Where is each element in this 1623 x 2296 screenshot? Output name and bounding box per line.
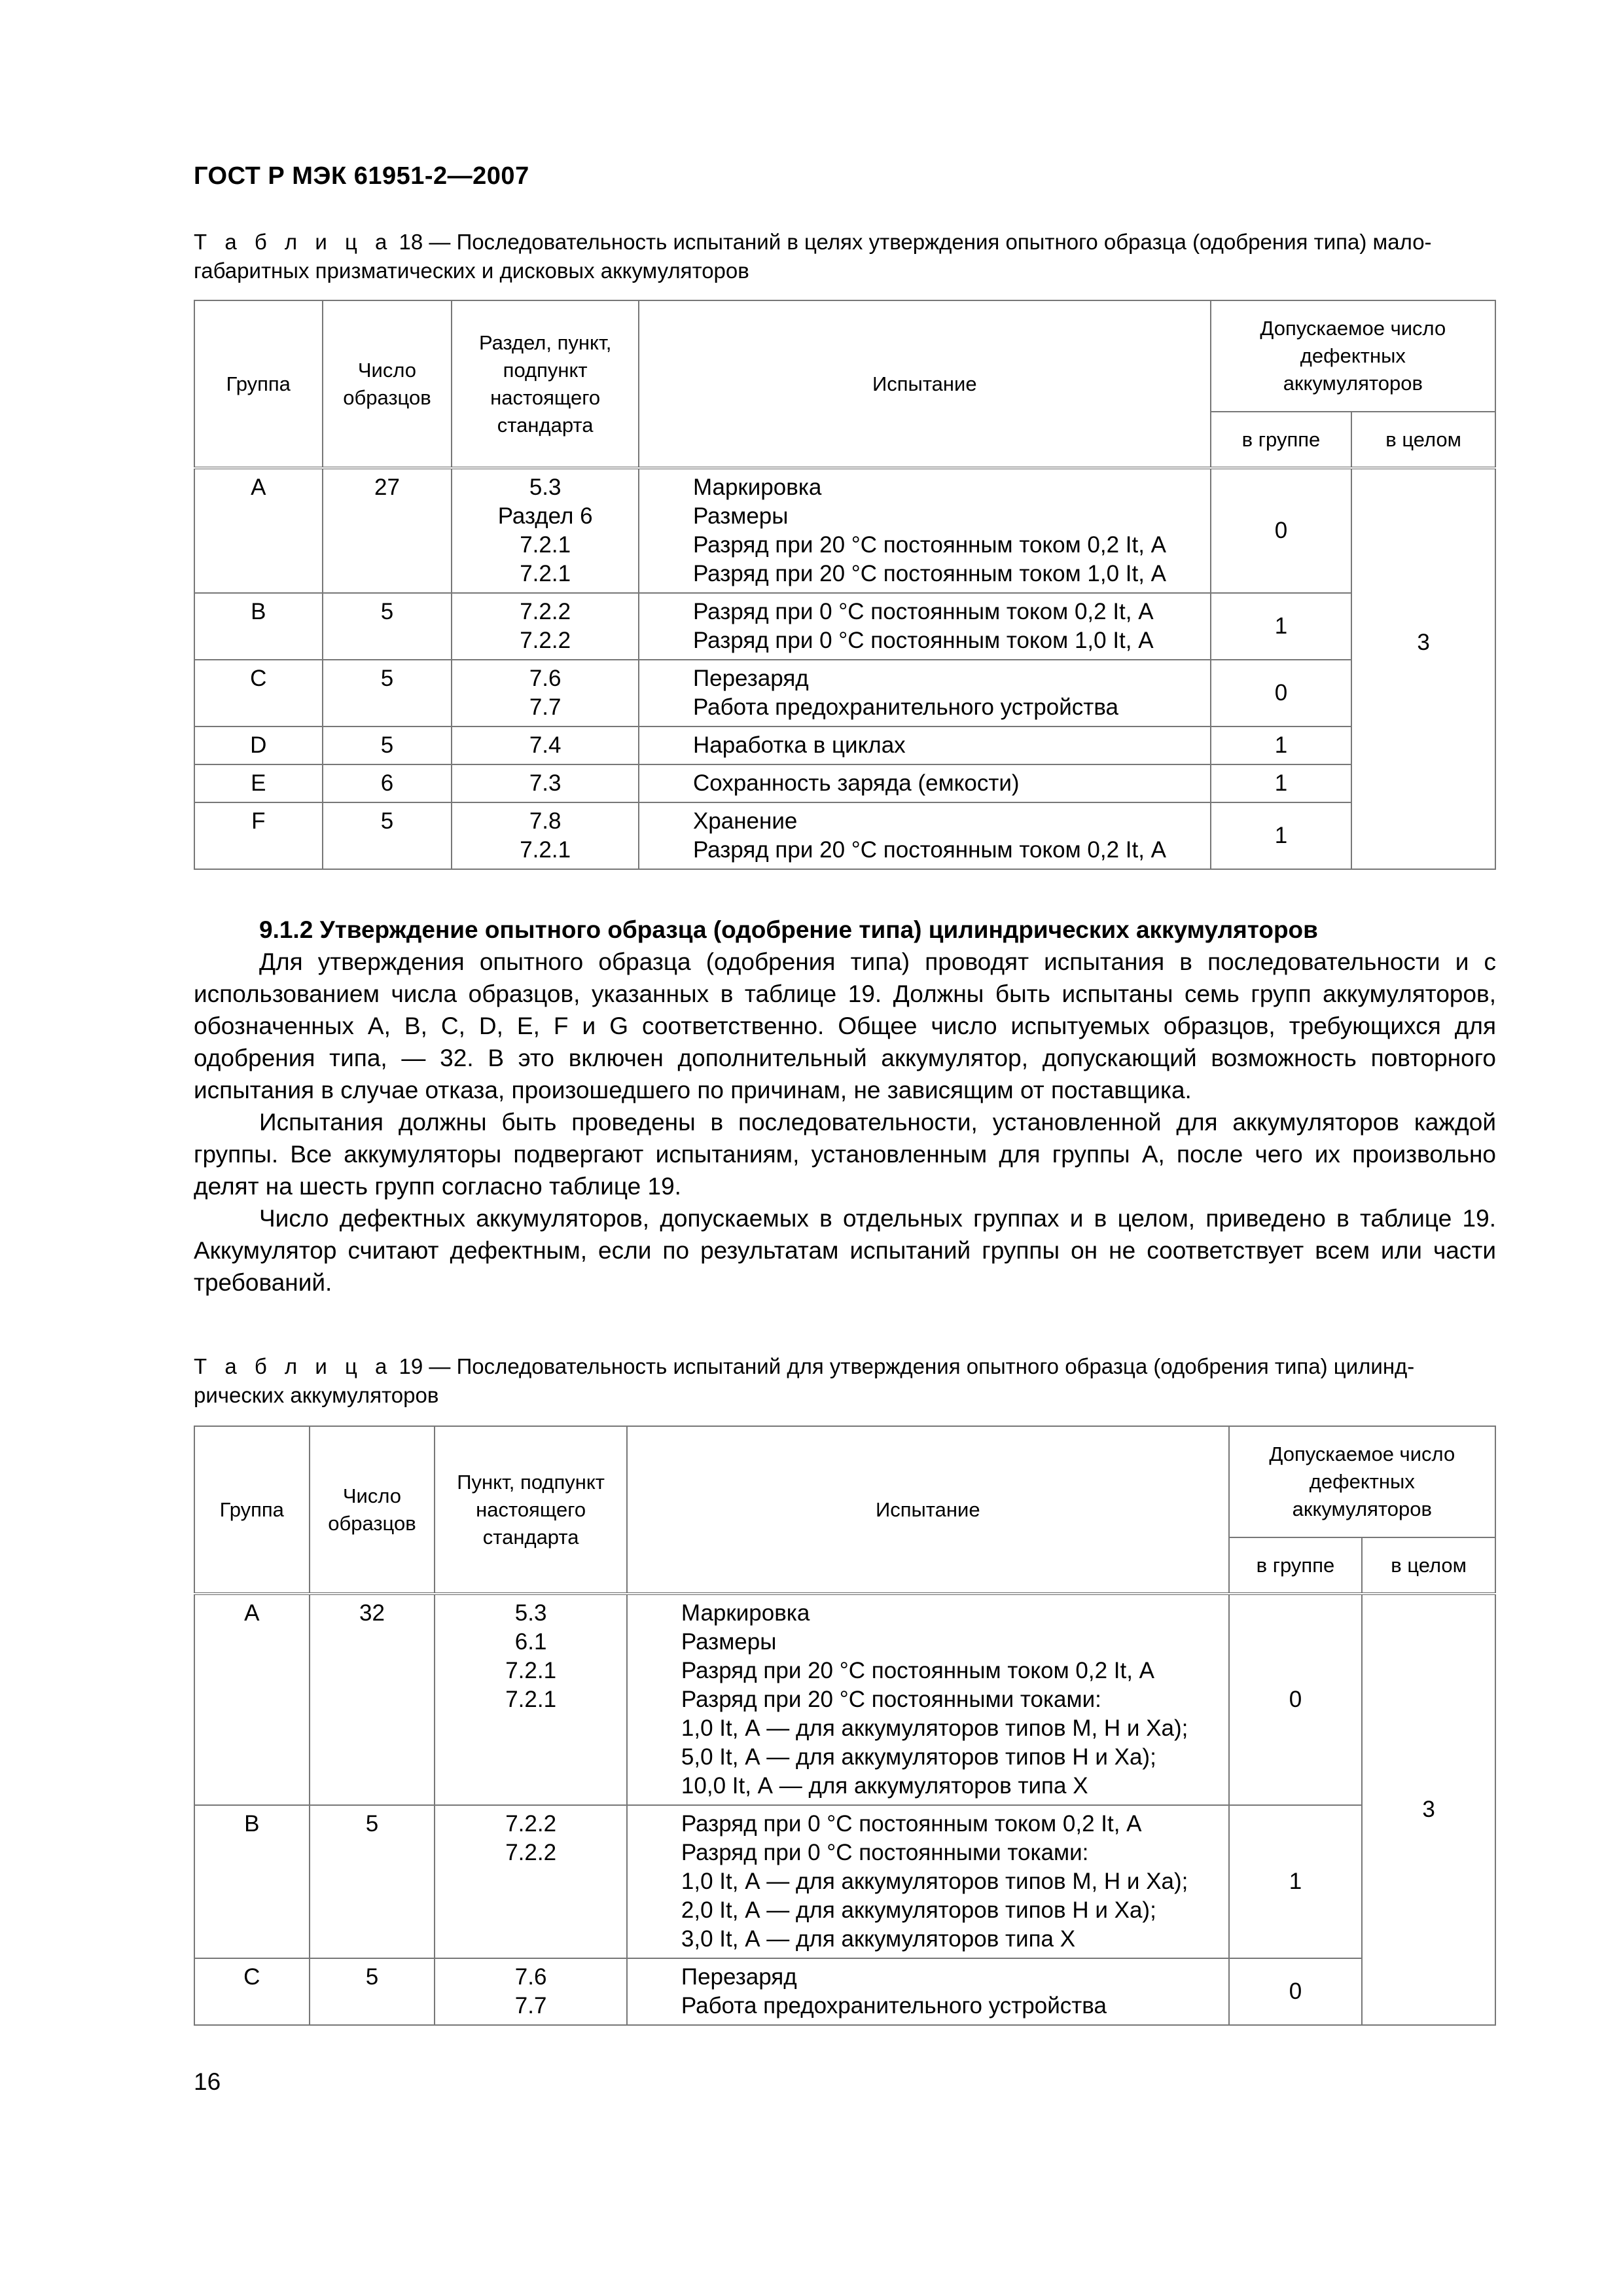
caption-line1: 18 — Последовательность испытаний в целях утверждения опытного образца (одобрения типа) мало- <box>393 230 1432 254</box>
section-ref: 7.8 <box>529 808 562 834</box>
cell-in-group: 1 <box>1211 764 1352 802</box>
cell-sections <box>435 1958 627 2025</box>
caption-line2: габаритных призматических и дисковых аккумуляторов <box>194 259 749 283</box>
cell-samples: 5 <box>323 593 452 660</box>
cell-in-group: 1 <box>1211 593 1352 660</box>
column-header-section: Раздел, пункт, подпункт настоящего стандарта <box>452 300 639 468</box>
table-row <box>194 802 1495 869</box>
section-ref: 6.1 <box>514 1629 547 1655</box>
cell-sections <box>452 593 639 660</box>
test-line: Маркировка <box>681 1600 810 1626</box>
test-line: Перезаряд <box>692 666 809 691</box>
paragraph: Число дефектных аккумуляторов, допускаемых в отдельных группах и в целом, приведено в таблице 19. Аккумулятор считают дефектным, если по результатам испытаний группы он не соответствует всем или части требований. <box>194 1205 1496 1296</box>
cell-in-group: 1 <box>1211 802 1352 869</box>
table-19 <box>194 1426 1496 2026</box>
test-line: Размеры <box>692 503 789 529</box>
section-ref: 7.2.2 <box>520 628 571 653</box>
section-ref: 7.2.1 <box>505 1687 557 1712</box>
cell-samples: 32 <box>310 1594 435 1805</box>
cell-tests <box>639 726 1211 764</box>
cell-samples: 5 <box>323 802 452 869</box>
test-line: 2,0 It, А — для аккумуляторов типов H и Xa); <box>681 1897 1156 1923</box>
section-ref: 5.3 <box>529 475 562 500</box>
cell-samples: 27 <box>323 468 452 593</box>
test-line: Разряд при 0 °С постоянным током 0,2 It, А <box>681 1811 1142 1837</box>
cell-samples: 5 <box>323 726 452 764</box>
test-line: Разряд при 20 °С постоянным током 0,2 It, А <box>681 1658 1154 1683</box>
test-line: Размеры <box>681 1629 777 1655</box>
column-header-samples: Число образцов <box>323 300 452 468</box>
test-line: Работа предохранительного устройства <box>692 694 1118 720</box>
caption-line1: 19 — Последовательность испытаний для утверждения опытного образца (одобрения типа) цилинд- <box>393 1354 1415 1378</box>
section-ref: 7.6 <box>529 666 562 691</box>
section-ref: 7.3 <box>529 770 562 796</box>
section-ref: 7.2.2 <box>505 1811 557 1837</box>
test-line: Разряд при 0 °С постоянными токами: <box>681 1840 1089 1865</box>
document-header: ГОСТ Р МЭК 61951-2—2007 <box>194 162 529 190</box>
test-line: Разряд при 20 °С постоянными токами: <box>681 1687 1101 1712</box>
cell-total: 3 <box>1362 1594 1495 2025</box>
column-header-group: Группа <box>194 1426 310 1594</box>
cell-sections <box>452 726 639 764</box>
cell-tests <box>627 1805 1229 1958</box>
cell-group: B <box>194 593 323 660</box>
section-ref: 7.2.2 <box>505 1840 557 1865</box>
test-line: 3,0 It, А — для аккумуляторов типа X <box>681 1926 1076 1952</box>
column-header-test: Испытание <box>639 300 1211 468</box>
caption-prefix: Т а б л и ц а <box>194 230 393 254</box>
cell-sections <box>435 1594 627 1805</box>
cell-in-group: 1 <box>1211 726 1352 764</box>
section-title: 9.1.2 Утверждение опытного образца (одобрение типа) цилиндрических аккумуляторов <box>259 916 1318 943</box>
cell-in-group: 1 <box>1229 1805 1363 1958</box>
test-line: 1,0 It, А — для аккумуляторов типов M, H и Xa); <box>681 1869 1188 1894</box>
table-row <box>194 1958 1495 2025</box>
test-line: Разряд при 0 °С постоянным током 1,0 It, А <box>692 628 1154 653</box>
table-row <box>194 660 1495 726</box>
test-line: Перезаряд <box>681 1964 797 1990</box>
section-ref: 7.7 <box>514 1993 547 2018</box>
test-line: 1,0 It, А — для аккумуляторов типов M, H и Xa); <box>681 1715 1188 1741</box>
section-ref: 5.3 <box>514 1600 547 1626</box>
cell-sections <box>452 802 639 869</box>
cell-in-group: 0 <box>1229 1594 1363 1805</box>
test-line: Разряд при 20 °С постоянным током 0,2 It, А <box>692 532 1167 558</box>
table-18 <box>194 300 1496 870</box>
cell-group: C <box>194 1958 310 2025</box>
column-header-total: в целом <box>1362 1537 1495 1594</box>
cell-tests <box>639 468 1211 593</box>
page-number: 16 <box>194 2068 221 2095</box>
cell-tests <box>639 660 1211 726</box>
column-header-samples: Число образцов <box>310 1426 435 1594</box>
test-line: Разряд при 0 °С постоянным током 0,2 It, А <box>692 599 1154 624</box>
cell-samples: 5 <box>310 1958 435 2025</box>
cell-in-group: 0 <box>1211 660 1352 726</box>
section-ref: 7.2.1 <box>520 837 571 863</box>
caption-prefix: Т а б л и ц а <box>194 1354 393 1378</box>
paragraph: Для утверждения опытного образца (одобрения типа) проводят испытания в последовательности и с использованием числа образцов, указанных в таблице 19. Должны быть испытаны семь групп аккумуляторов, обозначенных A, B, C, D, E, F и G соответственно. Общее число испытуемых образцов, требующихся для одобрения типа, — 32. В это включен дополнительный аккумулятор, допускающий возможность повторного испытания в случае отказа, произошедшего по причинам, не зависящим от поставщика. <box>194 948 1496 1103</box>
test-line: Сохранность заряда (емкости) <box>692 770 1020 796</box>
cell-sections <box>435 1805 627 1958</box>
cell-tests <box>627 1594 1229 1805</box>
section-ref: 7.2.1 <box>505 1658 557 1683</box>
test-line: Маркировка <box>692 475 822 500</box>
cell-samples: 6 <box>323 764 452 802</box>
test-line: Разряд при 20 °С постоянным током 1,0 It, А <box>692 561 1167 586</box>
column-header-in-group: в группе <box>1229 1537 1363 1594</box>
column-header-in-group: в группе <box>1211 412 1352 468</box>
cell-sections <box>452 660 639 726</box>
cell-in-group: 0 <box>1211 468 1352 593</box>
cell-tests <box>627 1958 1229 2025</box>
cell-group: F <box>194 802 323 869</box>
cell-tests <box>639 593 1211 660</box>
cell-group: B <box>194 1805 310 1958</box>
cell-group: D <box>194 726 323 764</box>
cell-samples: 5 <box>310 1805 435 1958</box>
test-line: 5,0 It, А — для аккумуляторов типов H и Xa); <box>681 1744 1156 1770</box>
column-header-test: Испытание <box>627 1426 1229 1594</box>
cell-samples: 5 <box>323 660 452 726</box>
section-9-1-2 <box>194 914 1496 1299</box>
table19-caption <box>194 1352 1496 1410</box>
column-header-total: в целом <box>1351 412 1495 468</box>
table-row <box>194 1805 1495 1958</box>
cell-group: А <box>194 1594 310 1805</box>
section-ref: 7.6 <box>514 1964 547 1990</box>
table-row <box>194 468 1495 593</box>
table18-caption <box>194 228 1496 285</box>
table-row <box>194 726 1495 764</box>
cell-sections <box>452 764 639 802</box>
column-header-section: Пункт, подпункт настоящего стандарта <box>435 1426 627 1594</box>
caption-line2: рических аккумуляторов <box>194 1383 439 1407</box>
cell-total: 3 <box>1351 468 1495 869</box>
test-line: 10,0 It, А — для аккумуляторов типа X <box>681 1773 1088 1799</box>
test-line: Работа предохранительного устройства <box>681 1993 1107 2018</box>
paragraph: Испытания должны быть проведены в последовательности, установленной для аккумуляторов каждой группы. Все аккумуляторы подвергают испытаниям, установленным для группы А, после чего их произвольно делят на шесть групп согласно таблице 19. <box>194 1109 1496 1200</box>
cell-sections <box>452 468 639 593</box>
cell-in-group: 0 <box>1229 1958 1363 2025</box>
column-header-allowed: Допускаемое число дефектных аккумуляторов <box>1229 1426 1495 1537</box>
section-ref: 7.2.1 <box>520 532 571 558</box>
test-line: Хранение <box>692 808 798 834</box>
section-ref: 7.4 <box>529 732 562 758</box>
table-row <box>194 1594 1495 1805</box>
table-row <box>194 764 1495 802</box>
cell-group: E <box>194 764 323 802</box>
cell-group: С <box>194 660 323 726</box>
cell-tests <box>639 802 1211 869</box>
test-line: Разряд при 20 °С постоянным током 0,2 It, А <box>692 837 1167 863</box>
column-header-allowed: Допускаемое число дефектных аккумуляторов <box>1211 300 1495 412</box>
cell-group: А <box>194 468 323 593</box>
section-ref: Раздел 6 <box>497 503 593 529</box>
test-line: Наработка в циклах <box>692 732 906 758</box>
section-ref: 7.2.1 <box>520 561 571 586</box>
column-header-group: Группа <box>194 300 323 468</box>
cell-tests <box>639 764 1211 802</box>
table-row <box>194 593 1495 660</box>
section-ref: 7.2.2 <box>520 599 571 624</box>
section-ref: 7.7 <box>529 694 562 720</box>
